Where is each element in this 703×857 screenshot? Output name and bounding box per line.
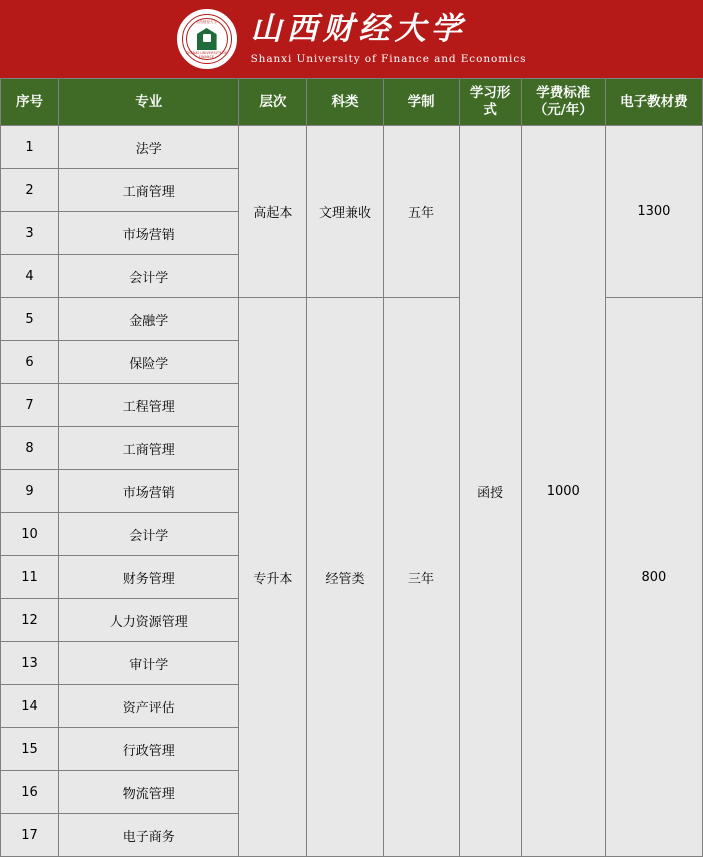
cell-index: 10 [1,513,59,556]
study-form-label-line2: 式 [483,102,497,118]
cell-index: 14 [1,685,59,728]
cell-index: 2 [1,169,59,212]
cell-index: 17 [1,814,59,857]
cell-index: 12 [1,599,59,642]
cell-study-form-group: 函授 [459,126,521,857]
cell-major: 人力资源管理 [59,599,239,642]
cell-major: 金融学 [59,298,239,341]
column-header-category: 科类 [307,79,383,126]
cell-major: 法学 [59,126,239,169]
cell-index: 8 [1,427,59,470]
cell-index: 11 [1,556,59,599]
column-header-major: 专业 [59,79,239,126]
cell-major: 会计学 [59,513,239,556]
cell-tuition-group: 1000 [521,126,605,857]
page-banner [0,0,703,78]
banner-content [177,9,527,69]
cell-index: 16 [1,771,59,814]
cell-major: 工商管理 [59,427,239,470]
cell-major: 财务管理 [59,556,239,599]
cell-index: 15 [1,728,59,771]
column-header-level: 层次 [239,79,307,126]
logo-micro-text-bottom: SHANXI UNIVERSITY OF FINANCE [185,51,228,59]
university-titles [250,10,527,65]
logo-micro-text-top: 山西财经大学 [195,20,218,24]
cell-index: 4 [1,255,59,298]
table-header-row [1,79,703,126]
cell-ebook-fee-group-1: 1300 [605,126,702,298]
cell-category-group-1: 文理兼收 [307,126,383,298]
tuition-label-line2: （元/年） [533,102,593,118]
cell-major: 工程管理 [59,384,239,427]
cell-major: 市场营销 [59,212,239,255]
tuition-label-line1: 学费标准 [536,85,591,102]
cell-index: 9 [1,470,59,513]
cell-major: 电子商务 [59,814,239,857]
university-name-en: Shanxi University of Finance and Economics [250,52,527,65]
university-logo-icon [177,9,237,69]
column-header-study-form [459,79,521,126]
cell-duration-group-1: 五年 [383,126,459,298]
cell-major: 物流管理 [59,771,239,814]
column-header-ebook-fee: 电子教材费 [605,79,702,126]
cell-index: 1 [1,126,59,169]
cell-index: 5 [1,298,59,341]
cell-ebook-fee-group-2: 800 [605,298,702,857]
cell-major: 资产评估 [59,685,239,728]
cell-major: 保险学 [59,341,239,384]
cell-index: 3 [1,212,59,255]
column-header-index: 序号 [1,79,59,126]
column-header-duration: 学制 [383,79,459,126]
cell-level-group-1: 高起本 [239,126,307,298]
cell-index: 13 [1,642,59,685]
table-row [1,126,703,169]
cell-major: 会计学 [59,255,239,298]
cell-index: 7 [1,384,59,427]
cell-major: 工商管理 [59,169,239,212]
cell-major: 市场营销 [59,470,239,513]
cell-index: 6 [1,341,59,384]
tuition-fee-table [0,78,703,857]
cell-major: 行政管理 [59,728,239,771]
cell-major: 审计学 [59,642,239,685]
column-header-tuition [521,79,605,126]
study-form-label-line1: 学习形 [469,85,511,102]
cell-duration-group-2: 三年 [383,298,459,857]
university-name-cn: 山西财经大学 [250,10,467,47]
cell-level-group-2: 专升本 [239,298,307,857]
cell-category-group-2: 经管类 [307,298,383,857]
